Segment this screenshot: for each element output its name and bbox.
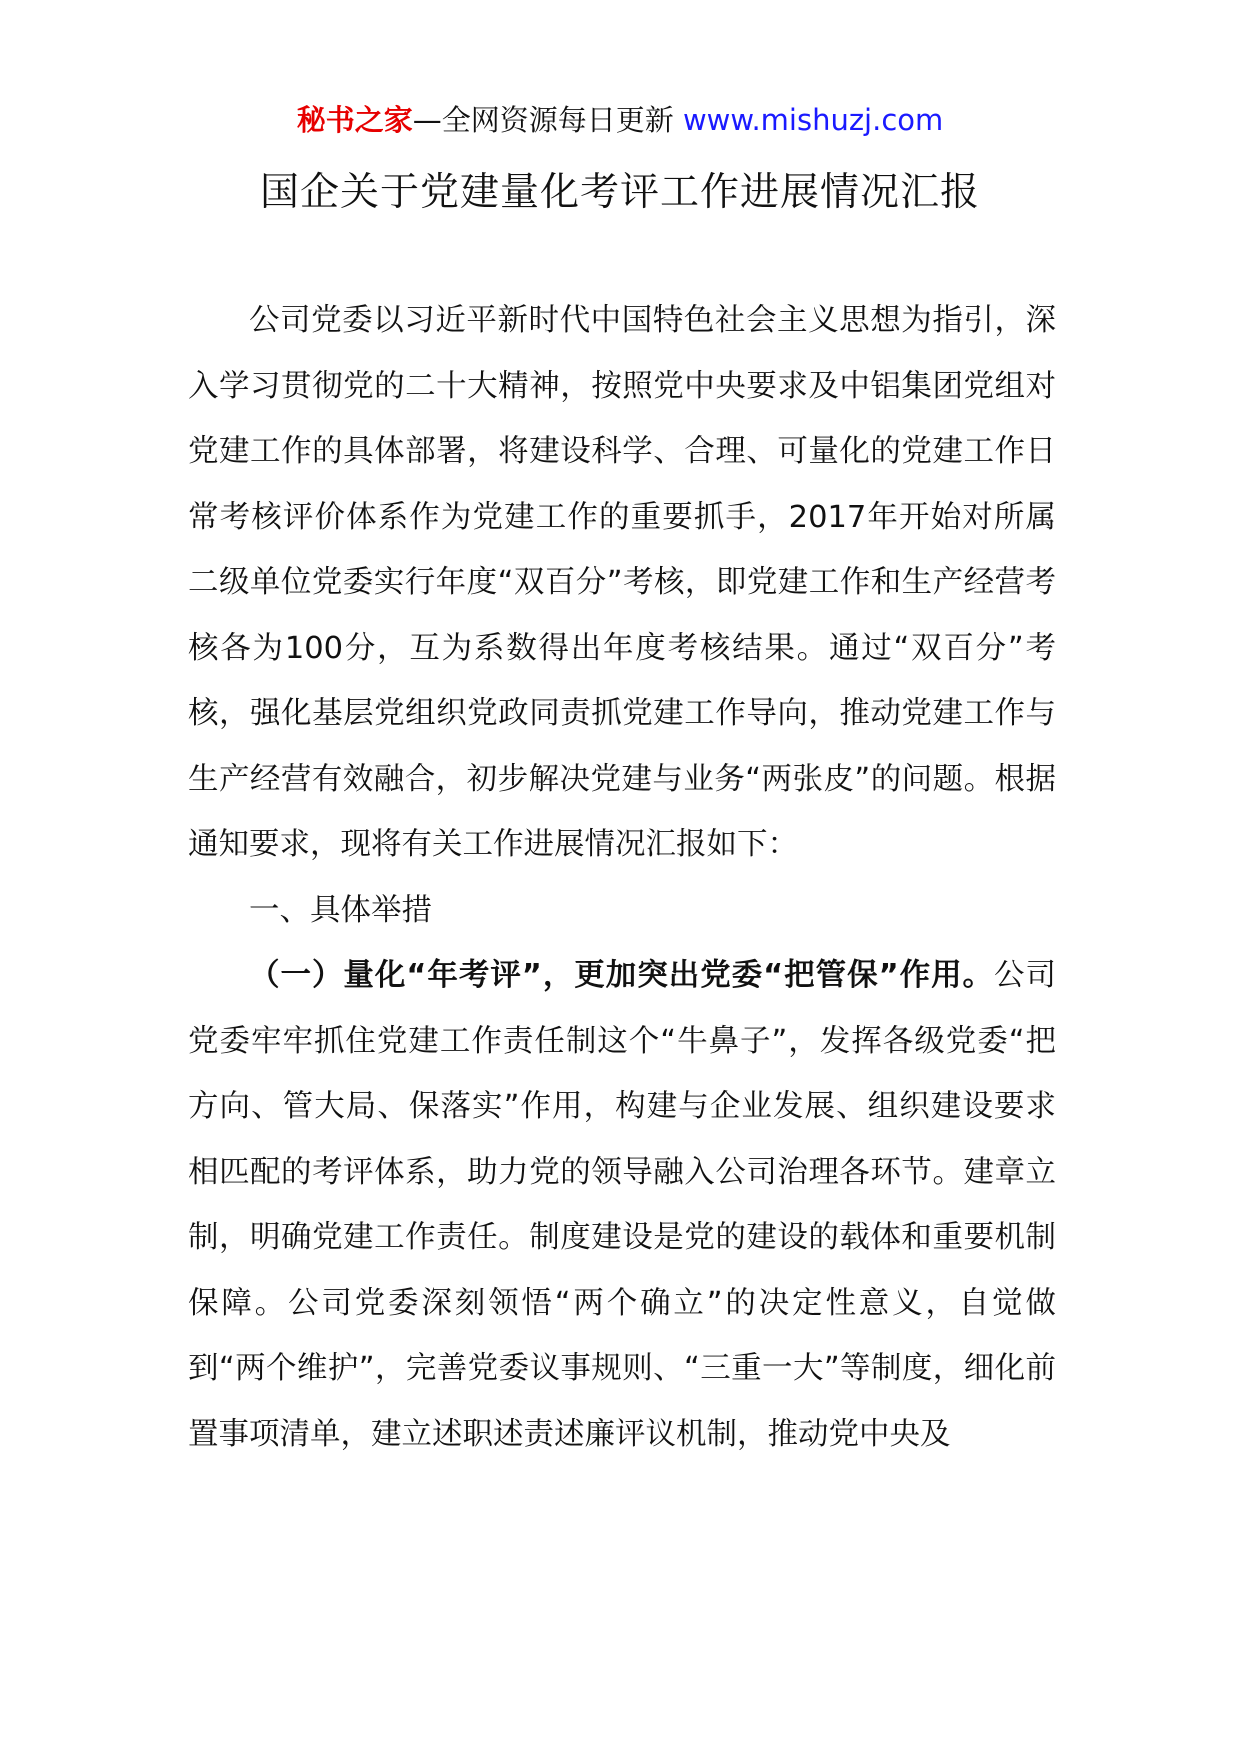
site-tagline: —全网资源每日更新 bbox=[412, 103, 683, 137]
site-url-link[interactable]: www.mishuzj.com bbox=[682, 103, 944, 137]
site-brand: 秘书之家 bbox=[296, 103, 413, 137]
subsection-paragraph bbox=[188, 943, 1056, 1467]
document-title: 国企关于党建量化考评工作进展情况汇报 bbox=[259, 170, 980, 215]
section-heading: 一、具体举措 bbox=[249, 892, 432, 928]
subsection-heading: （一）量化“年考评”，更加突出党委“把管保”作用。 bbox=[249, 958, 995, 993]
subsection-text: 公司党委牢牢抓住党建工作责任制这个“牛鼻子”，发挥各级党委“把方向、管大局、保落实”作用，构建与企业发展、组织建设要求相匹配的考评体系，助力党的领导融入公司治理各环节。建章立制，明确党建工作责任。制度建设是党的建设的载体和重要机制保障。公司党委深刻领悟“两个确立”的决定性意义，自觉做到“两个维护”，完善党委议事规则、“三重一大”等制度，细化前置事项清单，建立述职述责述廉评议机制，推动党中央及 bbox=[188, 958, 1057, 1452]
site-header bbox=[0, 100, 1240, 140]
document-body bbox=[188, 288, 1056, 1467]
intro-paragraph: 公司党委以习近平新时代中国特色社会主义思想为指引，深入学习贯彻党的二十大精神，按照党中央要求及中铝集团党组对党建工作的具体部署，将建设科学、合理、可量化的党建工作日常考核评价体系作为党建工作的重要抓手，2017年开始对所属二级单位党委实行年度“双百分”考核，即党建工作和生产经营考核各为100分，互为系数得出年度考核结果。通过“双百分”考核，强化基层党组织党政同责抓党建工作导向，推动党建工作与生产经营有效融合，初步解决党建与业务“两张皮”的问题。根据通知要求，现将有关工作进展情况汇报如下： bbox=[188, 303, 1056, 862]
